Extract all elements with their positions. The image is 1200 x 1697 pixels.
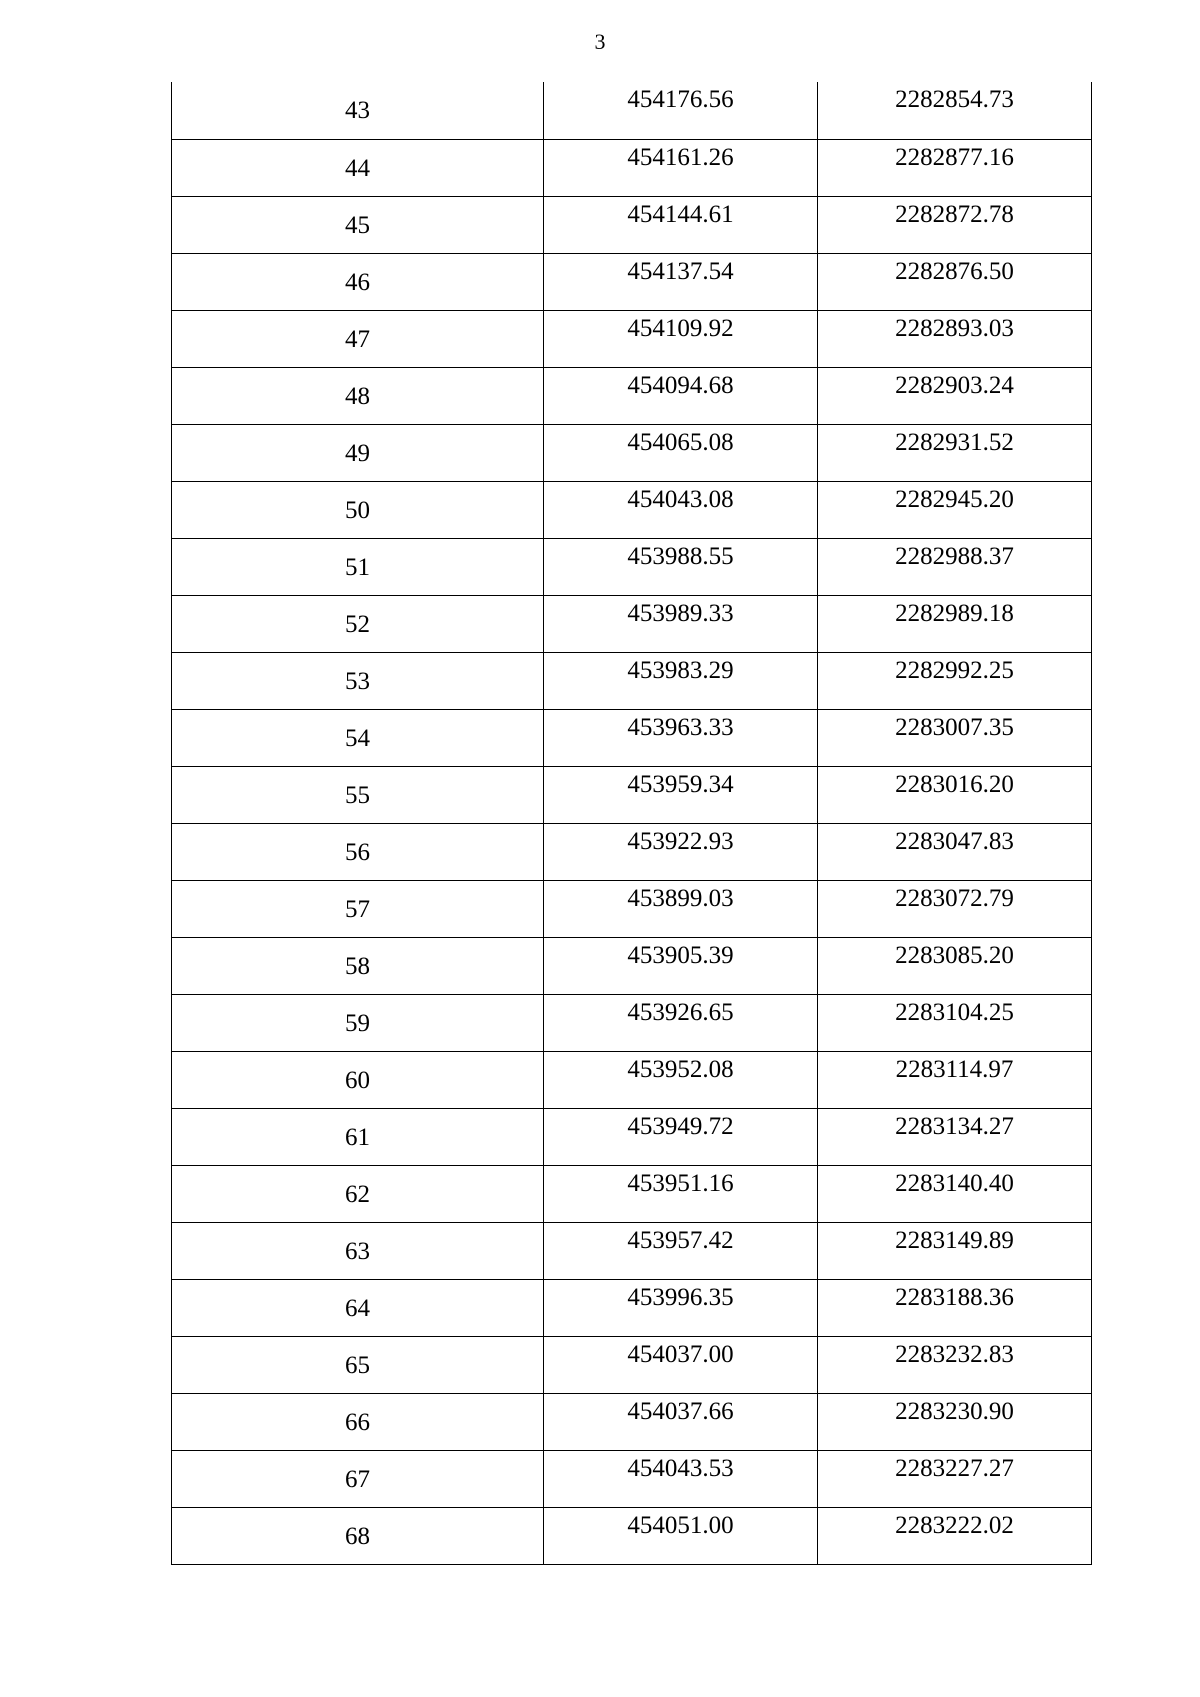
x-coordinate-cell: 454065.08	[544, 424, 818, 481]
table-row	[172, 1393, 1092, 1450]
y-coordinate-cell: 2282872.78	[818, 196, 1092, 253]
table-row	[172, 1222, 1092, 1279]
table-row	[172, 709, 1092, 766]
x-coordinate-cell: 454094.68	[544, 367, 818, 424]
table-row	[172, 652, 1092, 709]
point-number-cell: 50	[172, 481, 544, 538]
x-coordinate-cell: 454043.08	[544, 481, 818, 538]
y-coordinate-cell: 2282854.73	[818, 82, 1092, 139]
table-row	[172, 538, 1092, 595]
x-coordinate-cell: 453963.33	[544, 709, 818, 766]
table-row	[172, 253, 1092, 310]
point-number-cell: 67	[172, 1450, 544, 1507]
table-row	[172, 139, 1092, 196]
table-row	[172, 880, 1092, 937]
x-coordinate-cell: 454161.26	[544, 139, 818, 196]
point-number-cell: 55	[172, 766, 544, 823]
point-number-cell: 56	[172, 823, 544, 880]
x-coordinate-cell: 454176.56	[544, 82, 818, 139]
table-row	[172, 310, 1092, 367]
point-number-cell: 48	[172, 367, 544, 424]
x-coordinate-cell: 453905.39	[544, 937, 818, 994]
y-coordinate-cell: 2283016.20	[818, 766, 1092, 823]
x-coordinate-cell: 453983.29	[544, 652, 818, 709]
point-number-cell: 66	[172, 1393, 544, 1450]
table-row	[172, 1051, 1092, 1108]
x-coordinate-cell: 454051.00	[544, 1507, 818, 1564]
x-coordinate-cell: 454037.66	[544, 1393, 818, 1450]
y-coordinate-cell: 2283072.79	[818, 880, 1092, 937]
y-coordinate-cell: 2283227.27	[818, 1450, 1092, 1507]
x-coordinate-cell: 453989.33	[544, 595, 818, 652]
y-coordinate-cell: 2282931.52	[818, 424, 1092, 481]
y-coordinate-cell: 2283222.02	[818, 1507, 1092, 1564]
point-number-cell: 47	[172, 310, 544, 367]
table-row	[172, 1507, 1092, 1564]
y-coordinate-cell: 2282988.37	[818, 538, 1092, 595]
y-coordinate-cell: 2283007.35	[818, 709, 1092, 766]
y-coordinate-cell: 2283232.83	[818, 1336, 1092, 1393]
point-number-cell: 62	[172, 1165, 544, 1222]
point-number-cell: 51	[172, 538, 544, 595]
table-row	[172, 766, 1092, 823]
x-coordinate-cell: 453926.65	[544, 994, 818, 1051]
point-number-cell: 54	[172, 709, 544, 766]
x-coordinate-cell: 454144.61	[544, 196, 818, 253]
point-number-cell: 64	[172, 1279, 544, 1336]
point-number-cell: 68	[172, 1507, 544, 1564]
table-row	[172, 367, 1092, 424]
point-number-cell: 63	[172, 1222, 544, 1279]
point-number-cell: 44	[172, 139, 544, 196]
table-row	[172, 82, 1092, 139]
point-number-cell: 45	[172, 196, 544, 253]
table-row	[172, 1450, 1092, 1507]
y-coordinate-cell: 2282893.03	[818, 310, 1092, 367]
point-number-cell: 60	[172, 1051, 544, 1108]
y-coordinate-cell: 2283104.25	[818, 994, 1092, 1051]
x-coordinate-cell: 453951.16	[544, 1165, 818, 1222]
table-row	[172, 196, 1092, 253]
table-row	[172, 424, 1092, 481]
coordinate-table-body	[172, 82, 1092, 1564]
y-coordinate-cell: 2283047.83	[818, 823, 1092, 880]
x-coordinate-cell: 454037.00	[544, 1336, 818, 1393]
point-number-cell: 43	[172, 82, 544, 139]
point-number-cell: 61	[172, 1108, 544, 1165]
point-number-cell: 52	[172, 595, 544, 652]
point-number-cell: 65	[172, 1336, 544, 1393]
x-coordinate-cell: 453996.35	[544, 1279, 818, 1336]
y-coordinate-cell: 2283188.36	[818, 1279, 1092, 1336]
x-coordinate-cell: 453949.72	[544, 1108, 818, 1165]
y-coordinate-cell: 2283134.27	[818, 1108, 1092, 1165]
x-coordinate-cell: 453899.03	[544, 880, 818, 937]
table-row	[172, 823, 1092, 880]
x-coordinate-cell: 453952.08	[544, 1051, 818, 1108]
x-coordinate-cell: 453959.34	[544, 766, 818, 823]
y-coordinate-cell: 2282876.50	[818, 253, 1092, 310]
table-row	[172, 1336, 1092, 1393]
table-row	[172, 481, 1092, 538]
x-coordinate-cell: 454109.92	[544, 310, 818, 367]
x-coordinate-cell: 453922.93	[544, 823, 818, 880]
x-coordinate-cell: 454137.54	[544, 253, 818, 310]
y-coordinate-cell: 2283149.89	[818, 1222, 1092, 1279]
x-coordinate-cell: 454043.53	[544, 1450, 818, 1507]
table-row	[172, 937, 1092, 994]
y-coordinate-cell: 2282992.25	[818, 652, 1092, 709]
table-row	[172, 1279, 1092, 1336]
table-row	[172, 1108, 1092, 1165]
table-row	[172, 1165, 1092, 1222]
x-coordinate-cell: 453957.42	[544, 1222, 818, 1279]
table-row	[172, 595, 1092, 652]
y-coordinate-cell: 2282945.20	[818, 481, 1092, 538]
y-coordinate-cell: 2282903.24	[818, 367, 1092, 424]
y-coordinate-cell: 2283114.97	[818, 1051, 1092, 1108]
point-number-cell: 57	[172, 880, 544, 937]
y-coordinate-cell: 2283140.40	[818, 1165, 1092, 1222]
point-number-cell: 58	[172, 937, 544, 994]
coordinate-table	[171, 82, 1092, 1565]
point-number-cell: 49	[172, 424, 544, 481]
y-coordinate-cell: 2282989.18	[818, 595, 1092, 652]
x-coordinate-cell: 453988.55	[544, 538, 818, 595]
page-number: 3	[594, 29, 606, 54]
point-number-cell: 46	[172, 253, 544, 310]
y-coordinate-cell: 2283085.20	[818, 937, 1092, 994]
y-coordinate-cell: 2282877.16	[818, 139, 1092, 196]
y-coordinate-cell: 2283230.90	[818, 1393, 1092, 1450]
point-number-cell: 53	[172, 652, 544, 709]
point-number-cell: 59	[172, 994, 544, 1051]
table-row	[172, 994, 1092, 1051]
